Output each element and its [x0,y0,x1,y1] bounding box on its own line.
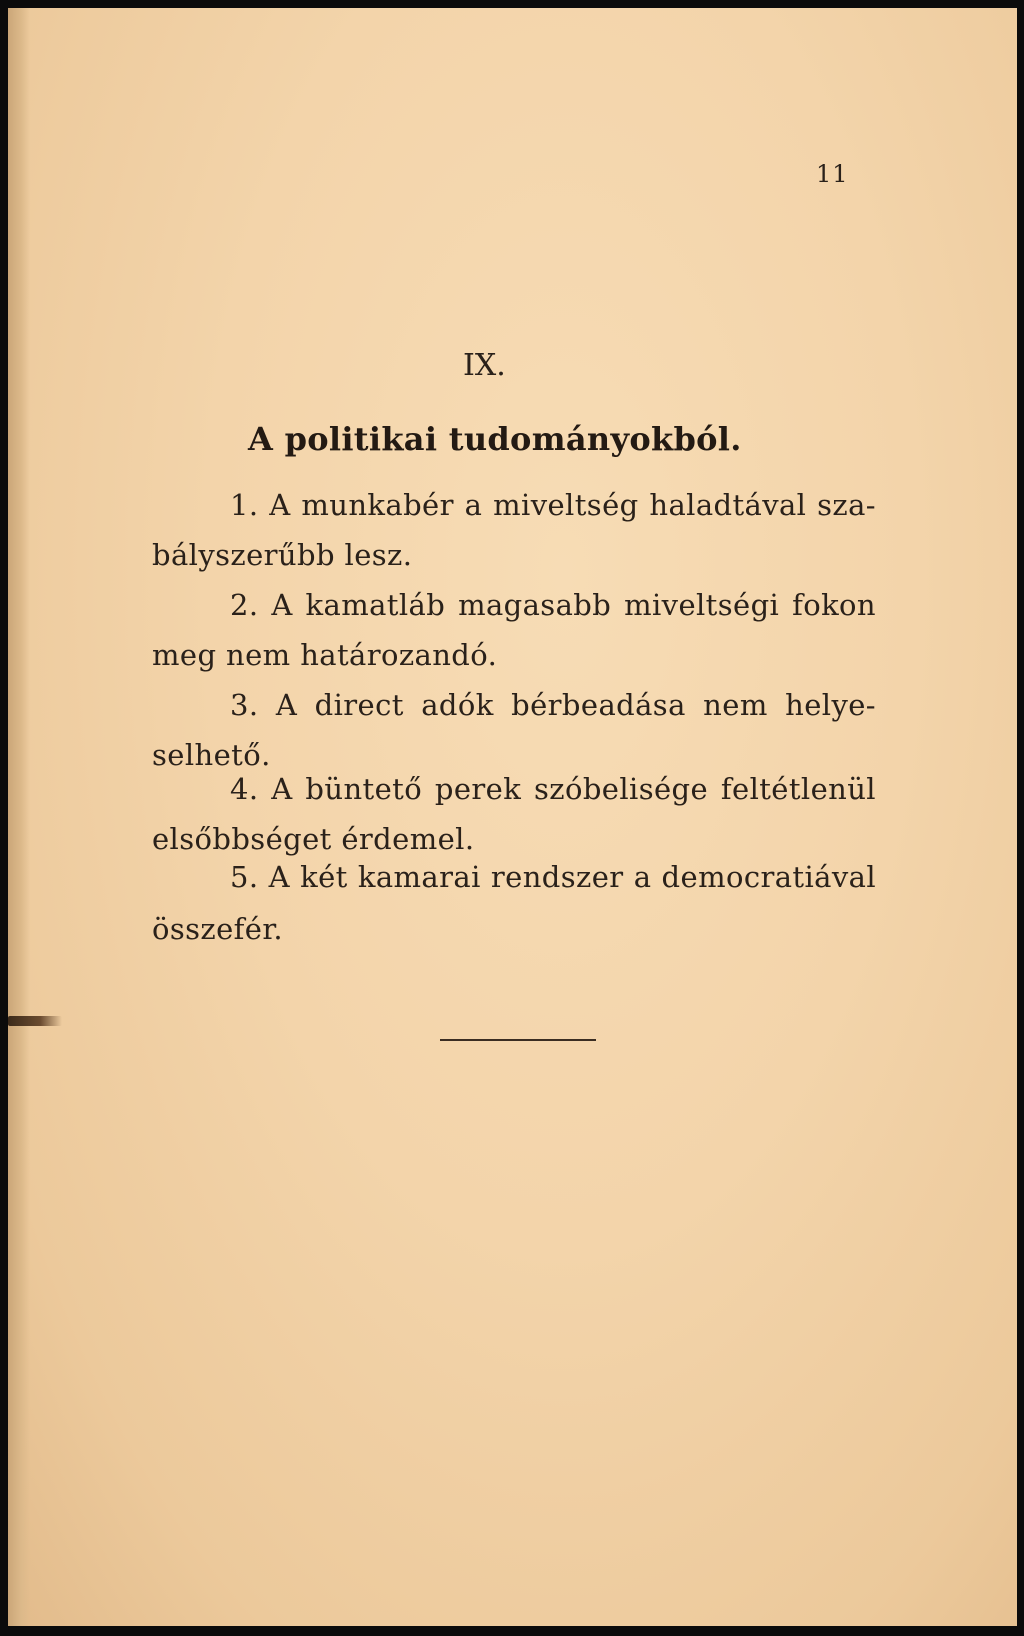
section-number: IX. [463,348,506,383]
thesis-4-line-1: 4. A büntető perek szóbelisége feltétlenül [230,772,876,806]
thesis-4-line-2: elsőbbséget érdemel. [152,822,475,856]
thesis-1-line-1: 1. A munkabér a miveltség haladtával sza- [230,488,876,522]
thesis-3-line-2: selhető. [152,738,271,772]
thesis-1-line-2: bályszerűbb lesz. [152,538,413,572]
thesis-2-line-2: meg nem határozandó. [152,638,498,672]
thesis-2-line-1: 2. A kamatláb magasabb miveltségi fokon [230,588,876,622]
section-divider-rule [440,1039,596,1041]
thesis-5-line-1: 5. A két kamarai rendszer a democratiával [230,860,876,894]
section-title: A politikai tudományokból. [248,420,742,458]
page-number: 11 [816,160,849,188]
thesis-5-line-2: összefér. [152,912,284,946]
thesis-3-line-1: 3. A direct adók bérbeadása nem helye- [230,688,876,722]
book-page [8,8,1017,1626]
page-text [8,8,1017,1626]
